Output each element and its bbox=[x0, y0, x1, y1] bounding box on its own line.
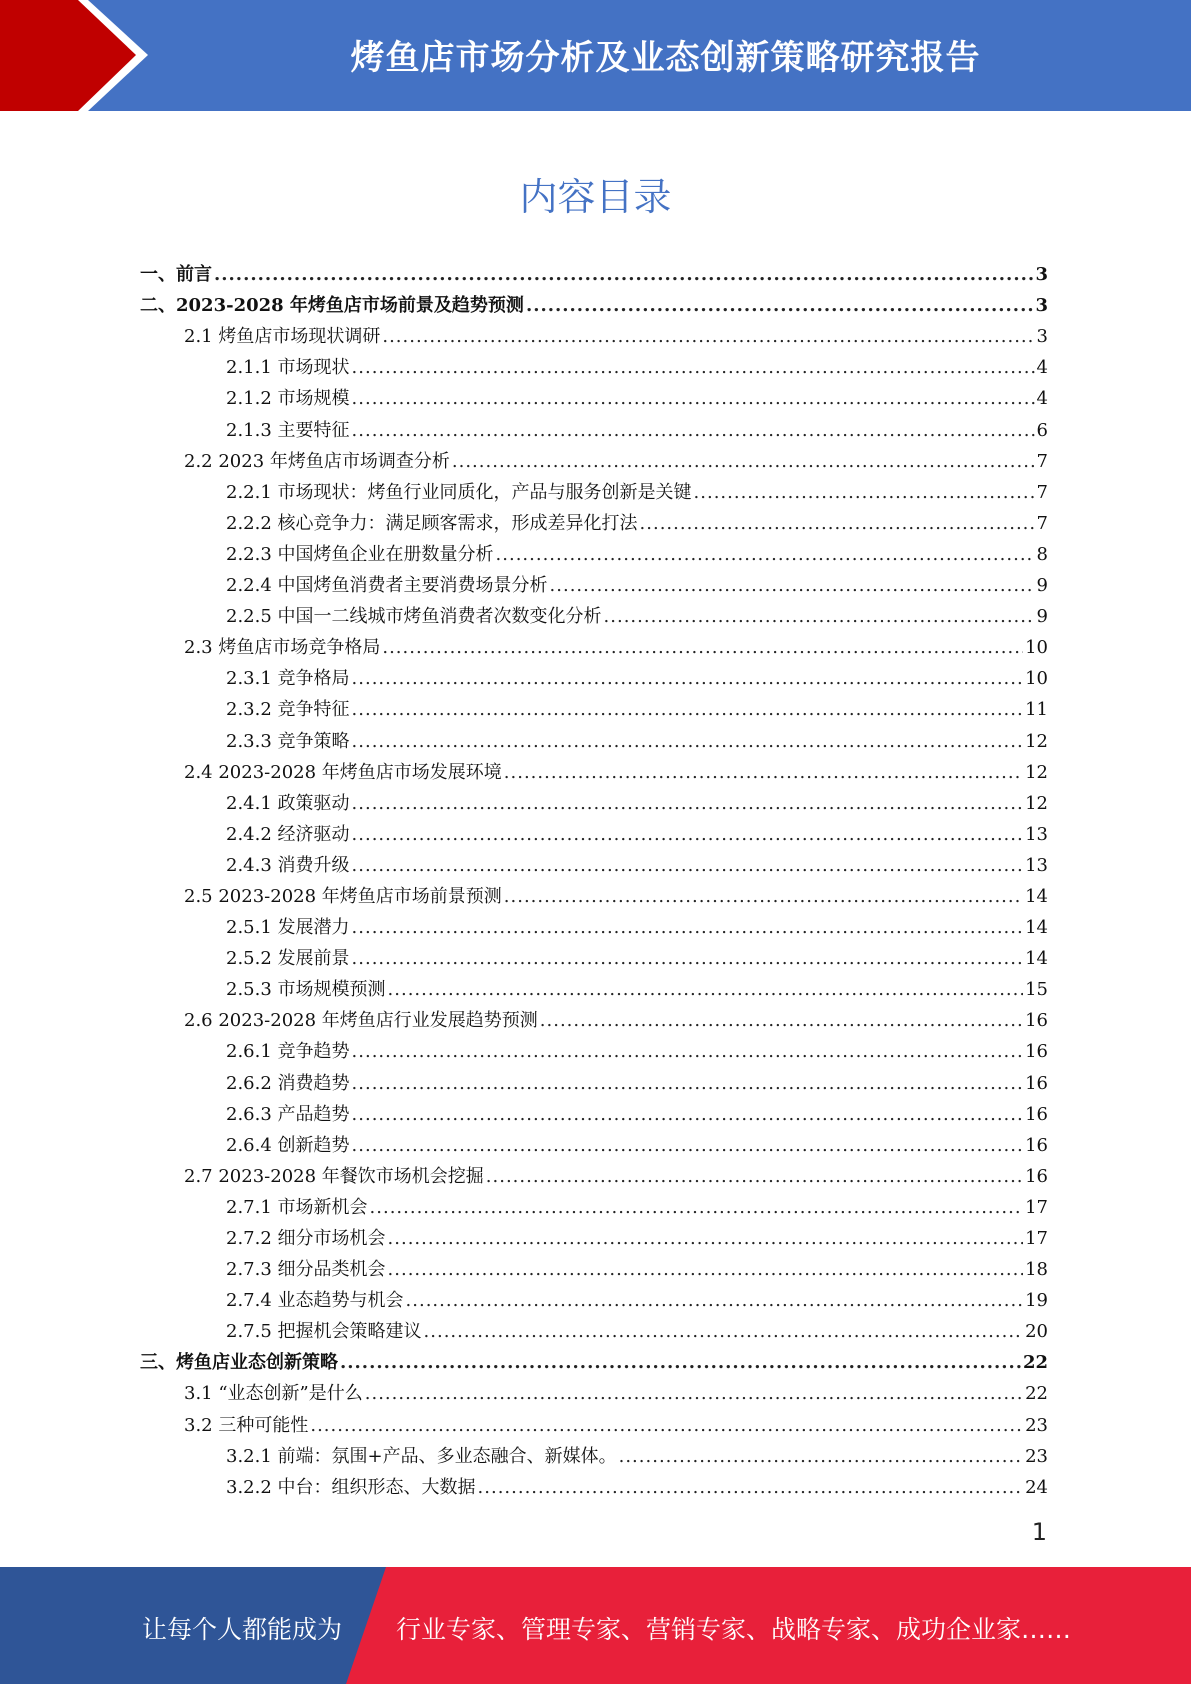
report-title: 烤鱼店市场分析及业态创新策略研究报告 bbox=[350, 38, 981, 78]
toc-leader-dots bbox=[496, 544, 1035, 566]
toc-entry[interactable] bbox=[140, 1312, 1048, 1343]
toc-leader-dots bbox=[424, 1321, 1024, 1343]
toc-entry[interactable] bbox=[140, 504, 1048, 535]
toc-entry-label: 2.5.3 市场规模预测 bbox=[226, 979, 386, 1001]
toc-entry-page: 14 bbox=[1025, 917, 1048, 939]
toc-leader-dots bbox=[214, 264, 1033, 286]
toc-leader-dots bbox=[526, 295, 1034, 317]
toc-entry-label: 2.7.3 细分品类机会 bbox=[226, 1259, 386, 1281]
toc-leader-dots bbox=[382, 637, 1023, 659]
table-of-contents bbox=[140, 255, 1048, 1499]
toc-entry-label: 2.1.3 主要特征 bbox=[226, 419, 350, 441]
toc-entry-page: 13 bbox=[1025, 854, 1048, 876]
toc-entry[interactable] bbox=[140, 1188, 1048, 1219]
toc-entry-label: 2.4.3 消费升级 bbox=[226, 854, 350, 876]
toc-entry[interactable] bbox=[140, 1405, 1048, 1436]
toc-leader-dots bbox=[604, 606, 1035, 628]
toc-entry-page: 14 bbox=[1025, 948, 1048, 970]
toc-entry[interactable] bbox=[140, 628, 1048, 659]
toc-leader-dots bbox=[352, 668, 1024, 690]
toc-entry[interactable] bbox=[140, 659, 1048, 690]
toc-entry[interactable] bbox=[140, 473, 1048, 504]
toc-entry-label: 2.3.2 竞争特征 bbox=[226, 699, 350, 721]
toc-entry-label: 2.7.4 业态趋势与机会 bbox=[226, 1290, 404, 1312]
toc-entry-page: 23 bbox=[1025, 1445, 1048, 1467]
toc-entry-label: 2.7.5 把握机会策略建议 bbox=[226, 1321, 422, 1343]
toc-entry-label: 2.7 2023-2028 年餐饮市场机会挖掘 bbox=[184, 1165, 484, 1187]
toc-entry[interactable] bbox=[140, 1250, 1048, 1281]
toc-entry-page: 9 bbox=[1036, 575, 1048, 597]
toc-leader-dots bbox=[406, 1290, 1024, 1312]
toc-leader-dots bbox=[352, 731, 1024, 753]
toc-entry-page: 4 bbox=[1036, 388, 1048, 410]
toc-entry-page: 22 bbox=[1025, 1383, 1048, 1405]
toc-entry[interactable] bbox=[140, 1374, 1048, 1405]
toc-leader-dots bbox=[352, 793, 1024, 815]
toc-leader-dots bbox=[310, 1415, 1023, 1437]
toc-entry-page: 15 bbox=[1025, 979, 1048, 1001]
toc-entry-page: 20 bbox=[1025, 1321, 1048, 1343]
toc-leader-dots bbox=[352, 948, 1024, 970]
toc-entry[interactable] bbox=[140, 970, 1048, 1001]
toc-entry-page: 12 bbox=[1025, 792, 1048, 814]
toc-leader-dots bbox=[352, 824, 1024, 846]
toc-leader-dots bbox=[352, 1041, 1024, 1063]
toc-entry-page: 12 bbox=[1025, 761, 1048, 783]
toc-entry-page: 10 bbox=[1025, 668, 1048, 690]
toc-leader-dots bbox=[352, 1135, 1024, 1157]
toc-entry-page: 18 bbox=[1025, 1259, 1048, 1281]
toc-leader-dots bbox=[352, 699, 1024, 721]
toc-leader-dots bbox=[388, 1228, 1024, 1250]
toc-leader-dots bbox=[370, 1197, 1024, 1219]
toc-entry-label: 3.1 “业态创新”是什么 bbox=[184, 1383, 363, 1405]
toc-leader-dots bbox=[550, 575, 1035, 597]
toc-entry[interactable] bbox=[140, 1063, 1048, 1094]
toc-entry[interactable] bbox=[140, 1157, 1048, 1188]
toc-leader-dots bbox=[352, 917, 1024, 939]
toc-entry[interactable] bbox=[140, 690, 1048, 721]
toc-entry-page: 11 bbox=[1025, 699, 1048, 721]
toc-leader-dots bbox=[352, 1073, 1024, 1095]
toc-entry[interactable] bbox=[140, 566, 1048, 597]
toc-entry[interactable] bbox=[140, 317, 1048, 348]
toc-entry-label: 一、前言 bbox=[140, 264, 212, 286]
page-number: 1 bbox=[1031, 1518, 1047, 1546]
toc-entry-page: 22 bbox=[1022, 1352, 1048, 1374]
toc-entry-page: 3 bbox=[1035, 295, 1048, 317]
toc-entry-page: 16 bbox=[1025, 1134, 1048, 1156]
toc-entry-page: 23 bbox=[1025, 1414, 1048, 1436]
toc-entry-page: 6 bbox=[1036, 419, 1048, 441]
toc-entry-page: 16 bbox=[1025, 1103, 1048, 1125]
toc-entry-label: 2.1.1 市场现状 bbox=[226, 357, 350, 379]
toc-entry-label: 2.7.1 市场新机会 bbox=[226, 1196, 368, 1218]
footer-slogan-right: 行业专家、管理专家、营销专家、战略专家、成功企业家…… bbox=[396, 1615, 1072, 1644]
toc-entry[interactable] bbox=[140, 1343, 1048, 1374]
toc-entry-label: 2.6.2 消费趋势 bbox=[226, 1072, 350, 1094]
toc-entry-page: 7 bbox=[1036, 450, 1048, 472]
footer-slogan-left: 让每个人都能成为 bbox=[142, 1615, 343, 1644]
toc-entry[interactable] bbox=[140, 784, 1048, 815]
toc-entry-label: 2.2.4 中国烤鱼消费者主要消费场景分析 bbox=[226, 575, 548, 597]
toc-entry-label: 2.1 烤鱼店市场现状调研 bbox=[184, 326, 381, 348]
toc-entry[interactable] bbox=[140, 846, 1048, 877]
toc-entry-label: 3.2.2 中台：组织形态、大数据 bbox=[226, 1476, 476, 1498]
toc-entry-label: 2.1.2 市场规模 bbox=[226, 388, 350, 410]
toc-leader-dots bbox=[619, 1446, 1023, 1468]
toc-leader-dots bbox=[352, 388, 1035, 410]
toc-leader-dots bbox=[640, 513, 1035, 535]
toc-entry[interactable] bbox=[140, 442, 1048, 473]
toc-entry-label: 2.4.1 政策驱动 bbox=[226, 792, 350, 814]
toc-entry-page: 9 bbox=[1036, 606, 1048, 628]
toc-entry-page: 16 bbox=[1025, 1165, 1048, 1187]
toc-entry-label: 三、烤鱼店业态创新策略 bbox=[140, 1352, 338, 1374]
toc-entry-page: 16 bbox=[1025, 1072, 1048, 1094]
toc-entry-label: 2.2.3 中国烤鱼企业在册数量分析 bbox=[226, 543, 494, 565]
toc-entry[interactable] bbox=[140, 1095, 1048, 1126]
toc-leader-dots bbox=[694, 482, 1035, 504]
toc-leader-dots bbox=[352, 357, 1035, 379]
toc-leader-dots bbox=[365, 1383, 1023, 1405]
toc-leader-dots bbox=[486, 1166, 1023, 1188]
toc-leader-dots bbox=[382, 326, 1034, 348]
toc-entry-label: 3.2.1 前端：氛围+产品、多业态融合、新媒体。 bbox=[226, 1445, 617, 1467]
toc-entry-page: 8 bbox=[1036, 543, 1048, 565]
toc-leader-dots bbox=[452, 451, 1035, 473]
toc-entry[interactable] bbox=[140, 535, 1048, 566]
toc-entry-page: 10 bbox=[1025, 637, 1048, 659]
toc-entry[interactable] bbox=[140, 815, 1048, 846]
toc-entry[interactable] bbox=[140, 939, 1048, 970]
toc-entry-page: 14 bbox=[1025, 885, 1048, 907]
toc-entry-page: 16 bbox=[1025, 1041, 1048, 1063]
toc-entry-label: 2.5 2023-2028 年烤鱼店市场前景预测 bbox=[184, 885, 502, 907]
toc-entry[interactable] bbox=[140, 753, 1048, 784]
toc-entry-page: 16 bbox=[1025, 1010, 1048, 1032]
toc-entry-label: 2.7.2 细分市场机会 bbox=[226, 1228, 386, 1249]
toc-entry-label: 2.6.1 竞争趋势 bbox=[226, 1041, 350, 1063]
toc-entry-page: 24 bbox=[1025, 1476, 1048, 1498]
toc-entry-label: 2.3.1 竞争格局 bbox=[226, 668, 350, 690]
toc-entry-page: 17 bbox=[1025, 1228, 1048, 1249]
toc-entry[interactable] bbox=[140, 255, 1048, 286]
toc-entry-page: 7 bbox=[1036, 512, 1048, 534]
toc-entry[interactable] bbox=[140, 1032, 1048, 1063]
toc-entry-label: 2.4 2023-2028 年烤鱼店市场发展环境 bbox=[184, 761, 502, 783]
toc-leader-dots bbox=[340, 1352, 1021, 1374]
toc-leader-dots bbox=[504, 762, 1023, 784]
toc-entry-label: 2.6.3 产品趋势 bbox=[226, 1103, 350, 1125]
toc-entry[interactable] bbox=[140, 1437, 1048, 1468]
toc-entry[interactable] bbox=[140, 597, 1048, 628]
toc-entry[interactable] bbox=[140, 721, 1048, 752]
toc-entry[interactable] bbox=[140, 877, 1048, 908]
toc-entry[interactable] bbox=[140, 908, 1048, 939]
toc-entry-page: 3 bbox=[1035, 264, 1048, 286]
toc-entry-page: 3 bbox=[1036, 326, 1048, 348]
toc-entry[interactable] bbox=[140, 410, 1048, 441]
toc-entry[interactable] bbox=[140, 1281, 1048, 1312]
page-footer-banner bbox=[0, 1567, 1191, 1684]
toc-entry-label: 2.2.2 核心竞争力：满足顾客需求，形成差异化打法 bbox=[226, 512, 638, 534]
toc-entry-label: 2.5.2 发展前景 bbox=[226, 948, 350, 970]
toc-entry-label: 3.2 三种可能性 bbox=[184, 1414, 309, 1436]
toc-entry-page: 19 bbox=[1025, 1290, 1048, 1312]
toc-entry[interactable] bbox=[140, 286, 1048, 317]
toc-heading: 内容目录 bbox=[519, 175, 672, 219]
toc-leader-dots bbox=[540, 1010, 1023, 1032]
toc-entry-label: 2.4.2 经济驱动 bbox=[226, 823, 350, 845]
toc-entry-page: 13 bbox=[1025, 823, 1048, 845]
toc-leader-dots bbox=[352, 420, 1035, 442]
toc-leader-dots bbox=[352, 855, 1024, 877]
toc-entry-page: 12 bbox=[1025, 730, 1048, 752]
toc-leader-dots bbox=[478, 1477, 1024, 1499]
toc-entry[interactable] bbox=[140, 1001, 1048, 1032]
toc-entry-label: 2.5.1 发展潜力 bbox=[226, 917, 350, 939]
toc-entry-label: 2.2.1 市场现状：烤鱼行业同质化，产品与服务创新是关键 bbox=[226, 481, 692, 503]
toc-entry[interactable] bbox=[140, 348, 1048, 379]
toc-entry[interactable] bbox=[140, 1126, 1048, 1157]
toc-entry-page: 4 bbox=[1036, 357, 1048, 379]
toc-leader-dots bbox=[388, 979, 1024, 1001]
toc-leader-dots bbox=[352, 1104, 1024, 1126]
toc-entry-label: 2.6.4 创新趋势 bbox=[226, 1134, 350, 1156]
toc-entry-label: 2.3 烤鱼店市场竞争格局 bbox=[184, 637, 381, 659]
toc-leader-dots bbox=[504, 886, 1023, 908]
toc-entry-label: 2.2.5 中国一二线城市烤鱼消费者次数变化分析 bbox=[226, 606, 602, 628]
toc-entry[interactable] bbox=[140, 1219, 1048, 1250]
toc-entry-label: 二、2023-2028 年烤鱼店市场前景及趋势预测 bbox=[140, 295, 524, 317]
toc-entry-label: 2.2 2023 年烤鱼店市场调查分析 bbox=[184, 450, 450, 472]
page-header-banner bbox=[0, 0, 1191, 111]
toc-entry-label: 2.6 2023-2028 年烤鱼店行业发展趋势预测 bbox=[184, 1010, 538, 1032]
toc-entry-page: 7 bbox=[1036, 481, 1048, 503]
toc-leader-dots bbox=[388, 1259, 1024, 1281]
toc-entry-label: 2.3.3 竞争策略 bbox=[226, 730, 350, 752]
toc-entry[interactable] bbox=[140, 1468, 1048, 1499]
toc-entry[interactable] bbox=[140, 379, 1048, 410]
toc-entry-page: 17 bbox=[1025, 1196, 1048, 1218]
